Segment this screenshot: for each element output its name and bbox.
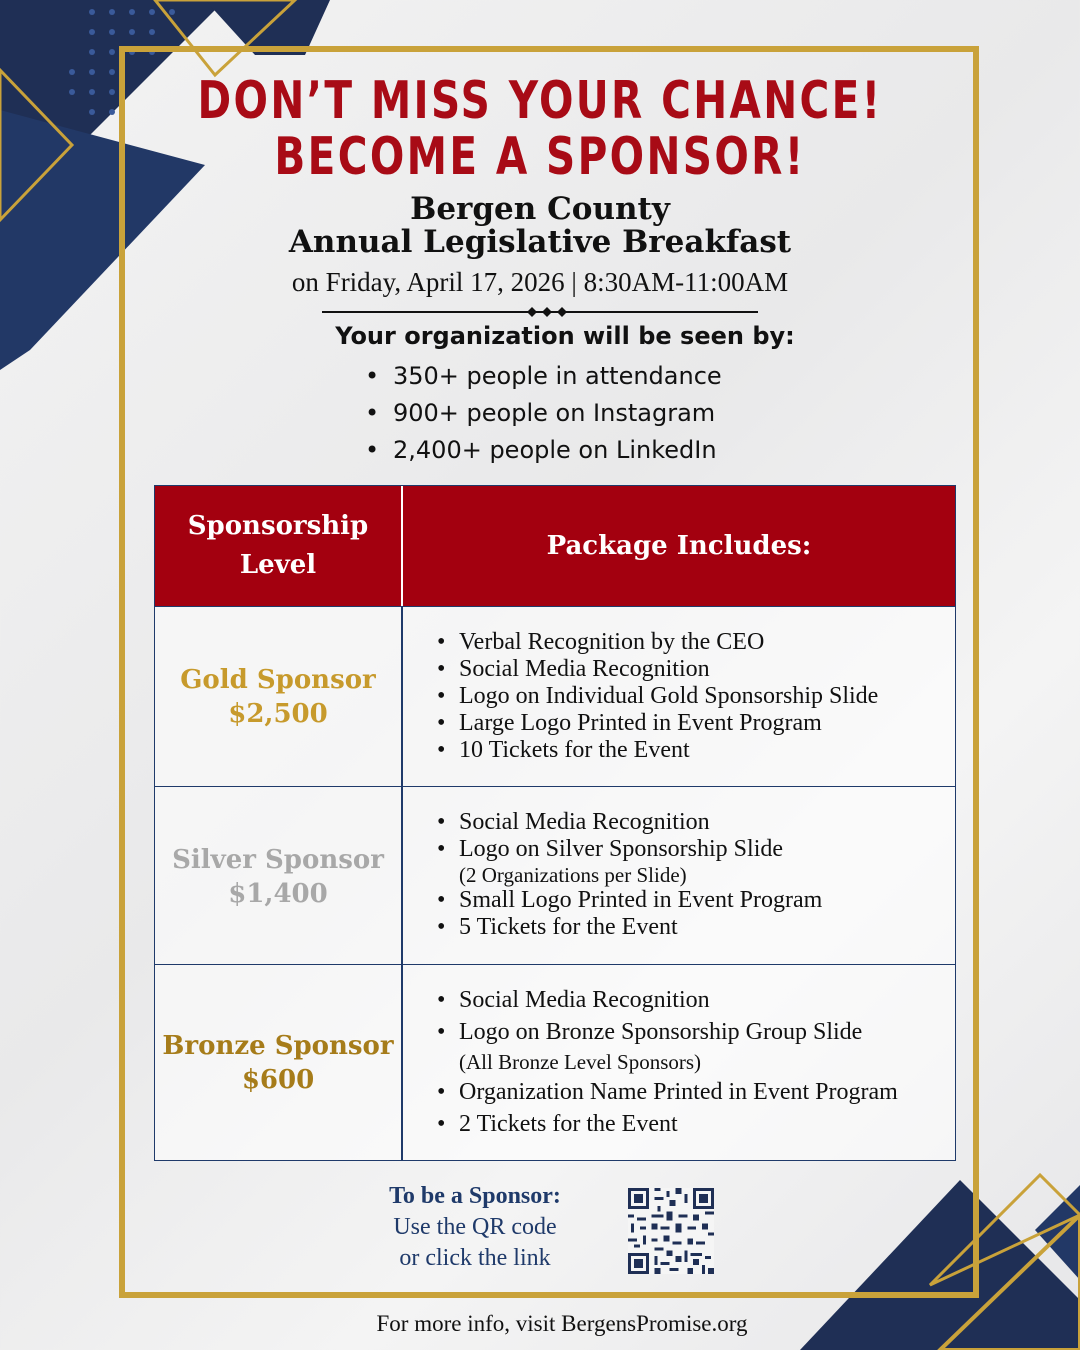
gold-level: [155, 607, 401, 786]
table-row-bronze: [155, 964, 955, 1160]
bronze-benefits: [437, 987, 898, 1138]
benefit-item: • Social Media Recognition: [437, 656, 878, 683]
event-date: on Friday, April 17, 2026 | 8:30AM-11:00AM: [291, 267, 789, 297]
reach-list: [365, 358, 722, 469]
benefit-text: Logo on Silver Sponsorship Slide: [459, 836, 784, 862]
silver-sponsor-name: Silver Sponsor: [172, 844, 384, 875]
header-package-includes: Package Includes:: [546, 530, 812, 561]
benefit-text: Logo on Bronze Sponsorship Group Slide: [459, 1019, 863, 1045]
headline-line-2: BECOME A SPONSOR!: [274, 127, 806, 187]
sponsorship-table: [154, 485, 956, 1161]
benefit-note: (All Bronze Level Sponsors): [459, 1050, 702, 1074]
gold-sponsor-price: $2,500: [228, 698, 328, 729]
benefit-item: • Verbal Recognition by the CEO: [437, 629, 878, 656]
benefit-item: [437, 836, 822, 887]
event-org: Bergen County: [410, 191, 670, 227]
diamond-divider: [322, 306, 758, 318]
reach-heading: Your organization will be seen by:: [335, 322, 795, 350]
gold-benefits: [437, 629, 878, 764]
benefit-item: • Organization Name Printed in Event Program: [437, 1079, 898, 1106]
qr-code-icon[interactable]: [628, 1188, 714, 1274]
gold-sponsor-name: Gold Sponsor: [180, 664, 376, 695]
table-header: [155, 486, 955, 606]
benefit-item: • Social Media Recognition: [437, 987, 898, 1014]
header-sponsorship-level: Sponsorship Level: [187, 511, 369, 580]
benefit-item: • Logo on Individual Gold Sponsorship Slide: [437, 683, 878, 710]
event-name: Annual Legislative Breakfast: [288, 224, 792, 260]
footer-info: For more info, visit BergensPromise.org: [376, 1311, 748, 1336]
benefit-item: • Social Media Recognition: [437, 809, 822, 836]
table-row-silver: [155, 786, 955, 966]
benefit-item: • 2 Tickets for the Event: [437, 1111, 898, 1138]
silver-level: [155, 787, 401, 966]
reach-item: • 900+ people on Instagram: [365, 395, 722, 432]
silver-benefits: [437, 809, 822, 941]
bronze-sponsor-name: Bronze Sponsor: [162, 1030, 394, 1061]
table-row-gold: [155, 606, 955, 786]
cta-heading: To be a Sponsor:: [389, 1183, 561, 1209]
bronze-sponsor-price: $600: [241, 1064, 315, 1095]
headline-line-1: DON’T MISS YOUR CHANCE!: [197, 71, 883, 131]
cta-line-2[interactable]: or click the link: [399, 1245, 551, 1271]
sponsor-cta: [350, 1180, 600, 1274]
bronze-level: [155, 965, 401, 1160]
reach-item: • 2,400+ people on LinkedIn: [365, 432, 722, 469]
benefit-item: [437, 1019, 898, 1074]
benefit-item: • 5 Tickets for the Event: [437, 914, 822, 941]
reach-item: • 350+ people in attendance: [365, 358, 722, 395]
cta-line-1: Use the QR code: [393, 1214, 557, 1240]
benefit-item: • Small Logo Printed in Event Program: [437, 887, 822, 914]
header-column-divider: [401, 486, 403, 606]
benefit-item: • Large Logo Printed in Event Program: [437, 710, 878, 737]
benefit-note: (2 Organizations per Slide): [459, 863, 687, 887]
silver-sponsor-price: $1,400: [228, 878, 328, 909]
benefit-item: • 10 Tickets for the Event: [437, 737, 878, 764]
